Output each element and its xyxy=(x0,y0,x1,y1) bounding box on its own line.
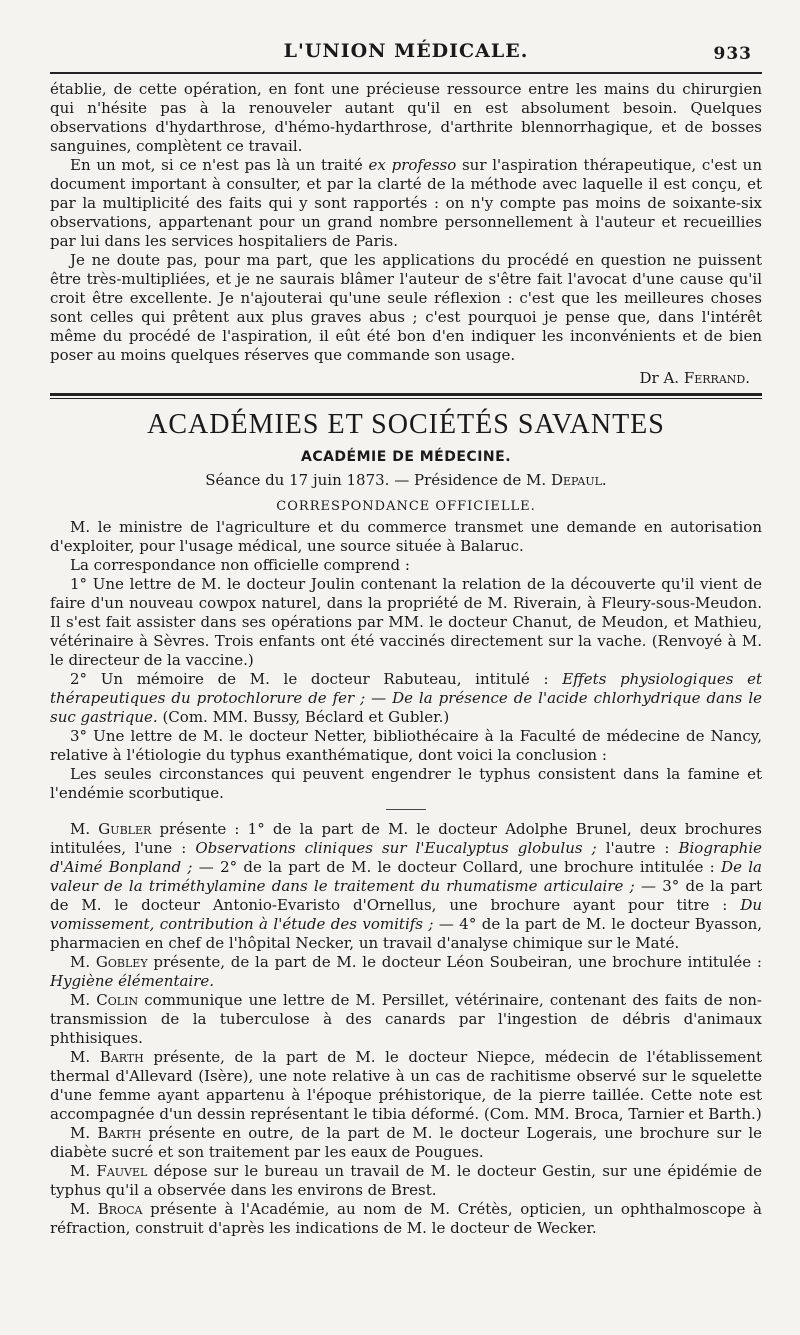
paragraph-fauvel: M. Fauvel dépose sur le bureau un travail de M. le docteur Gestin, sur une épidémie de typhus qu'il a observée dans les environs de Brest. xyxy=(50,1162,762,1199)
section-title: ACADÉMIES ET SOCIÉTÉS SAVANTES xyxy=(147,409,665,440)
paragraph-colin: M. Colin communique une lettre de M. Persillet, vétérinaire, contenant des faits de non-transmission de la tuberculose à des canards par l'ingestion de débris d'animaux phthisiques. xyxy=(50,991,762,1047)
paragraph-barth-niepce: M. Barth présente, de la part de M. le docteur Niepce, médecin de l'établissement thermal d'Allevard (Isère), une note relative à un cas de rachitisme observé sur le squelette d'une femme ayant appartenu à l'époque préhistorique, de la pierre taillée. Cette note est accompagnée d'un dessin représentant le tibia déformé. (Com. MM. Broca, Tarnier et Barth.) xyxy=(50,1048,762,1123)
correspondance-heading: CORRESPONDANCE OFFICIELLE. xyxy=(276,499,536,514)
academy-heading: ACADÉMIE DE MÉDECINE. xyxy=(300,449,512,465)
paragraph-gubler: M. Gubler présente : 1° de la part de M. le docteur Adolphe Brunel, deux brochures intitulées, l'une : Observations cliniques sur l'Eucalyptus globulus ; l'autre : Biographie d'Aimé Bonpland ; — 2° de la part de M. le docteur Collard, une brochure intitulée : De la valeur de la triméthylamine dans le traitement du rhumatisme articulaire ; — 3° de la part de M. le docteur Antonio-Evaristo d'Ornellus, une brochure ayant pour titre : Du vomissement, contribution à l'étude des vomitifs ; — 4° de la part de M. le docteur Byasson, pharmacien en chef de l'hôpital Necker, un travail d'analyse chimique sur le Maté. xyxy=(50,820,762,952)
paragraph-netter: 3° Une lettre de M. le docteur Netter, bibliothécaire à la Faculté de médecine de Nancy, relative à l'étiologie du typhus exanthématique, dont voici la conclusion : xyxy=(50,727,762,764)
paragraph-summary: En un mot, si ce n'est pas là un traité ex professo sur l'aspiration thérapeutique, c'est un document important à consulter, et par la clarté de la méthode avec laquelle il est conçu, et par la multiplicité des faits qui y sont rapportés : on n'y compte pas moins de soixante-six observations, appartenant pour un grand nombre personnellement à l'auteur et recueillies par lui dans les services hospitaliers de Paris. xyxy=(50,156,762,250)
paragraph-joulin: 1° Une lettre de M. le docteur Joulin contenant la relation de la découverte qu'il vient de faire d'un nouveau cowpox naturel, dans la propriété de M. Riverain, à Fleury-sous-Meudon. Il s'est fait assister dans ses opérations par MM. le docteur Chanut, de Meudon, et Mathieu, vétérinaire à Sèvres. Trois enfants ont été vaccinés directement sur la vache. (Renvoyé à M. le directeur de la vaccine.) xyxy=(50,575,762,669)
section-divider xyxy=(50,393,762,399)
paragraph-quote: Les seules circonstances qui peuvent engendrer le typhus consistent dans la famine et l'endémie scorbutique. xyxy=(50,765,762,802)
header-rule xyxy=(50,72,762,74)
running-head xyxy=(50,40,762,70)
paragraph-conclusion: Je ne doute pas, pour ma part, que les applications du procédé en question ne puissent être très-multipliées, et je ne saurais blâmer l'auteur de s'être fait l'avocat d'une cause qu'il croit être excellente. Je n'ajouterai qu'une seule réflexion : c'est que les meilleures choses sont celles qui prêtent aux plus graves abus ; c'est pourquoi je pense que, dans l'intérêt même du procédé de l'aspiration, il eût été bon d'en indiquer les inconvénients et de bien poser au moins quelques réserves que commande son usage. xyxy=(50,251,762,364)
paragraph-barth-logerais: M. Barth présente en outre, de la part de M. le docteur Logerais, une brochure sur le diabète sucré et son traitement par les eaux de Pougues. xyxy=(50,1124,762,1161)
session-line: Séance du 17 juin 1873. — Présidence de M. Depaul. xyxy=(205,471,607,489)
paragraph-rabuteau: 2° Un mémoire de M. le docteur Rabuteau, intitulé : Effets physiologiques et thérapeutiques du protochlorure de fer ; — De la présence de l'acide chlorhydrique dans le suc gastrique. (Com. MM. Bussy, Béclard et Gubler.) xyxy=(50,670,762,726)
paragraph-gobley: M. Gobley présente, de la part de M. le docteur Léon Soubeiran, une brochure intitulée : Hygiène élémentaire. xyxy=(50,953,762,990)
page-number: 933 xyxy=(713,44,752,64)
short-rule xyxy=(386,809,426,810)
journal-title: L'UNION MÉDICALE. xyxy=(283,40,529,62)
paragraph-correspondance: La correspondance non officielle comprend : xyxy=(70,556,410,574)
paragraph-continuation: établie, de cette opération, en font une précieuse ressource entre les mains du chirurgien qui n'hésite pas à la renouveler autant qu'il en est absolument besoin. Quelques observations d'hydarthrose, d'hémo-hydarthrose, d'arthrite blennorrhagique, et de bosses sanguines, complètent ce travail. xyxy=(50,80,762,155)
paragraph-ministre: M. le ministre de l'agriculture et du commerce transmet une demande en autorisation d'exploiter, pour l'usage médical, une source située à Balaruc. xyxy=(50,518,762,555)
author-signature: Dr A. Ferrand. xyxy=(639,369,750,387)
paragraph-broca: M. Broca présente à l'Académie, au nom de M. Crétès, opticien, un ophthalmoscope à réfraction, construit d'après les indications de M. le docteur de Wecker. xyxy=(50,1200,762,1237)
